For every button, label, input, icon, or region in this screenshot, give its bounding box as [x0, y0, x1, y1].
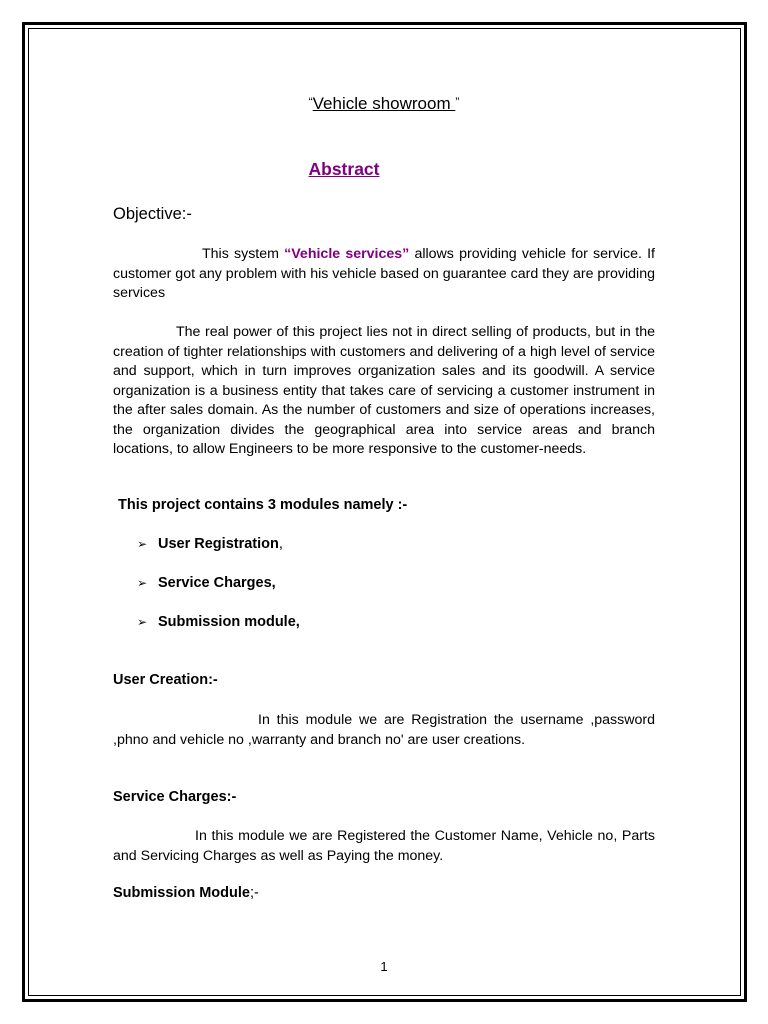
page-number: 1	[380, 959, 388, 974]
modules-heading: This project contains 3 modules namely :-	[118, 497, 408, 513]
module-label: Submission module,	[158, 614, 300, 630]
module-item-service-charges	[137, 575, 276, 591]
user-creation-text: In this module we are Registration the username ,password ,phno and vehicle no ,warranty and branch no' are user creations.	[113, 712, 655, 748]
objective-rest: allows providing vehicle for service. If customer got any problem with his vehicle based on guarantee card they are providing services	[113, 246, 655, 301]
submission-heading-suffix: ;-	[249, 885, 259, 901]
title-open-quote: “	[308, 95, 313, 109]
objective-lead: This system	[202, 246, 285, 262]
power-paragraph	[113, 323, 655, 460]
module-label: User Registration	[158, 536, 279, 552]
title-text: Vehicle showroom	[312, 94, 456, 113]
arrow-bullet-icon: ➢	[137, 537, 148, 551]
arrow-bullet-icon: ➢	[137, 576, 148, 590]
service-charges-text: In this module we are Registered the Customer Name, Vehicle no, Parts and Servicing Charges as well as Paying the money.	[113, 828, 655, 864]
submission-heading-text: Submission Module	[113, 885, 250, 901]
objective-paragraph	[113, 245, 655, 304]
module-item-submission	[137, 614, 300, 630]
objective-heading: Objective:-	[113, 205, 192, 223]
submission-heading	[113, 885, 259, 901]
module-item-user-registration	[137, 536, 283, 552]
title-close-quote: ”	[455, 95, 460, 109]
user-creation-paragraph	[113, 711, 655, 750]
module-label: Service Charges,	[158, 575, 276, 591]
user-creation-heading: User Creation:-	[113, 672, 218, 688]
module-suffix: ,	[278, 536, 283, 552]
objective-highlight: “Vehicle services”	[284, 246, 410, 262]
service-charges-heading: Service Charges:-	[113, 789, 237, 805]
document-title	[113, 94, 655, 114]
arrow-bullet-icon: ➢	[137, 615, 148, 629]
abstract-heading: Abstract	[308, 159, 380, 179]
service-charges-paragraph	[113, 827, 655, 866]
power-paragraph-text: The real power of this project lies not in direct selling of products, but in the creation of tighter relationships with customers and delivering of a high level of service and support, which in turn improves organization sales and its goodwill. A service organization is a business entity that takes care of servicing a customer instrument in the after sales domain. As the number of customers and size of operations increases, the organization divides the geographical area into service areas and branch locations, to allow Engineers to be more responsive to the customer-needs.	[113, 324, 655, 457]
